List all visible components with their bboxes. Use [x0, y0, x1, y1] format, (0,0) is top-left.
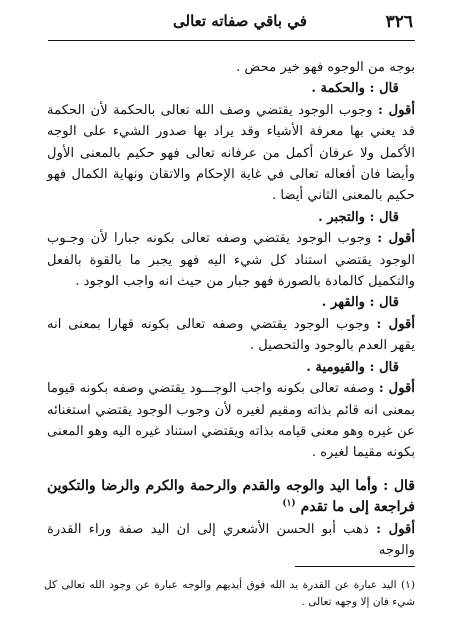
section-heading: قال : والقهر .	[321, 295, 399, 311]
section-heading: قال : والحكمة .	[311, 81, 399, 97]
paragraph-label: أقول :	[376, 521, 415, 537]
footnote: (١) اليد عبارة عن القدرة يد الله فوق أيديهم والوجه عبارة عن وجود الله تعالى كل شيء فان إلا وجهه تعالى .	[44, 579, 415, 608]
paragraph-label: أقول :	[378, 381, 415, 397]
footnote-divider	[295, 566, 415, 567]
paragraph-text: وجوب الوجود يقتضي وصف الله تعالى بالحكمة لأن الحكمة قد يعني بها معرفة الأشياء وقد يراد بها صدور الشيء على الوجه الأكمل ولا عرفان أكمل من عرفانه تعالى فهو حكيم بالمعنى الأول وأيضا فان أفعاله تعالى في غاية الإحكام والاتقان ونهاية الكمال فهو حكيم بالمعنى الثاني أيضا .	[47, 102, 415, 204]
heading-text: قال : وأما اليد والوجه والقدم والرحمة والكرم والرضا والتكوين فراجعة إلى ما تقدم	[47, 477, 415, 516]
paragraph-label: أقول :	[376, 316, 415, 332]
paragraph-text: وصفه تعالى بكونه واجب الوجـــود يقتضي وصفه بكونه قيوما بمعنى انه قائم بذاته ومقيم لغيره لأن وجوب الوجود يقتضي استغنائه عن غيره وهو معنى قيامه بذاته ويقتضي استناد غيره اليه وهو المعنى بكونه مقيما لغيره .	[47, 381, 415, 461]
paragraph-text: وجوب الوجود يقتضي وصفه تعالى بكونه قهارا بمعنى انه يقهر العدم بالوجود والتحصيل .	[47, 316, 415, 354]
paragraph	[47, 100, 415, 207]
paragraph-text: ذهب أبو الحسن الأشعري إلى ان اليد صفة وراء القدرة والوجه	[47, 521, 415, 558]
paragraph-label: أقول :	[377, 231, 415, 247]
section-heading	[47, 476, 415, 519]
running-title: في باقي صفاته تعالى	[173, 12, 307, 30]
paragraph	[47, 314, 415, 357]
paragraph-text: وجوب الوجود يقتضي وصفه تعالى بكونه جبارا لأن وجـوب الوجود يقتضي استناد كل شيء اليه فهو يجبر ما بالقوة بالفعل والتكميل كالمادة بالصورة فهو جبار من حيث انه واجب الوجود .	[47, 231, 415, 290]
page-body	[47, 57, 415, 561]
section-heading: قال : والقيومية .	[306, 359, 399, 375]
page-header	[48, 10, 415, 41]
footnote-marker: (١)	[282, 498, 296, 509]
paragraph	[47, 519, 415, 562]
paragraph	[47, 228, 415, 292]
section-heading: قال : والتجبر .	[318, 209, 399, 225]
paragraph: بوجه من الوجوه فهو خير محض .	[236, 60, 415, 75]
paragraph-label: أقول :	[378, 102, 415, 118]
page-number: ٣٢٦	[385, 12, 413, 32]
paragraph	[47, 378, 415, 464]
